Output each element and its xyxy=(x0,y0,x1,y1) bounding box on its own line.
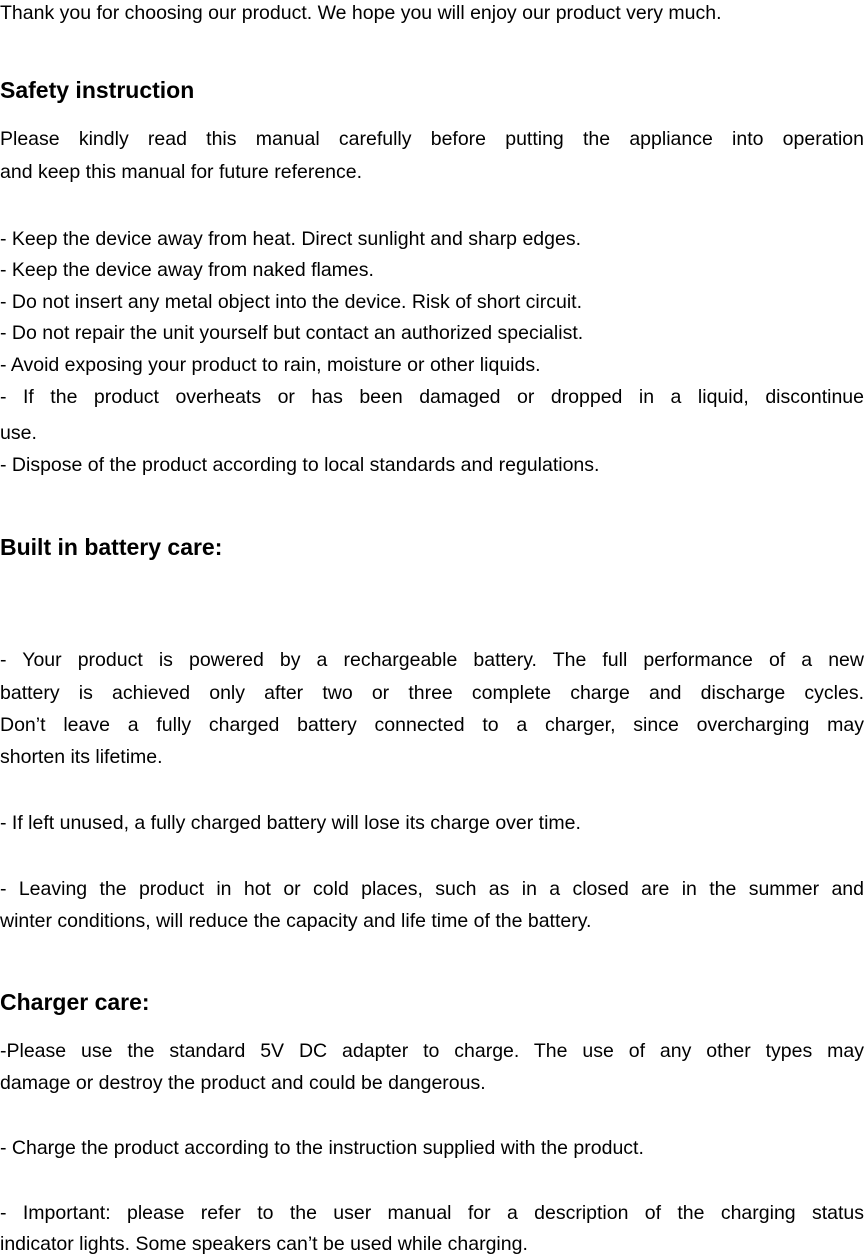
charger-heading: Charger care: xyxy=(0,989,150,1015)
safety-item: - Keep the device away from heat. Direct sunlight and sharp edges. xyxy=(0,228,581,250)
charger-paragraph-1-line-1: -Please use the standard 5V DC adapter to charge. The use of any other types may xyxy=(0,1040,864,1062)
safety-paragraph-line-1: Please kindly read this manual carefully before putting the appliance into operation xyxy=(0,128,864,150)
safety-item: - Do not insert any metal object into the device. Risk of short circuit. xyxy=(0,291,583,313)
charger-paragraph-3-line-2: indicator lights. Some speakers can’t be used while charging. xyxy=(0,1233,528,1255)
battery-paragraph-1-line-1: - Your product is powered by a rechargeable battery. The full performance of a new xyxy=(0,649,864,671)
safety-item: - If the product overheats or has been damaged or dropped in a liquid, discontinue xyxy=(0,386,864,408)
charger-paragraph-2: - Charge the product according to the instruction supplied with the product. xyxy=(0,1137,644,1159)
charger-paragraph-3-line-1: - Important: please refer to the user manual for a description of the charging status xyxy=(0,1202,864,1224)
safety-item: - Keep the device away from naked flames. xyxy=(0,259,374,281)
safety-heading: Safety instruction xyxy=(0,77,195,103)
battery-heading: Built in battery care: xyxy=(0,534,223,560)
charger-paragraph-1-line-2: damage or destroy the product and could be dangerous. xyxy=(0,1072,486,1094)
battery-paragraph-3-line-1: - Leaving the product in hot or cold places, such as in a closed are in the summer and xyxy=(0,878,864,900)
battery-paragraph-2: - If left unused, a fully charged battery will lose its charge over time. xyxy=(0,812,581,834)
safety-item: - Do not repair the unit yourself but contact an authorized specialist. xyxy=(0,322,584,344)
safety-paragraph-line-2: and keep this manual for future reference. xyxy=(0,161,363,183)
safety-item-continuation: use. xyxy=(0,422,37,444)
battery-paragraph-3-line-2: winter conditions, will reduce the capacity and life time of the battery. xyxy=(0,910,592,932)
safety-item: - Avoid exposing your product to rain, moisture or other liquids. xyxy=(0,354,541,376)
battery-paragraph-1-line-2: battery is achieved only after two or three complete charge and discharge cycles. xyxy=(0,682,864,704)
safety-item: - Dispose of the product according to local standards and regulations. xyxy=(0,454,600,476)
battery-paragraph-1-line-3: Don’t leave a fully charged battery connected to a charger, since overcharging may xyxy=(0,714,864,736)
intro-text: Thank you for choosing our product. We hope you will enjoy our product very much. xyxy=(0,2,722,24)
battery-paragraph-1-line-4: shorten its lifetime. xyxy=(0,746,163,768)
